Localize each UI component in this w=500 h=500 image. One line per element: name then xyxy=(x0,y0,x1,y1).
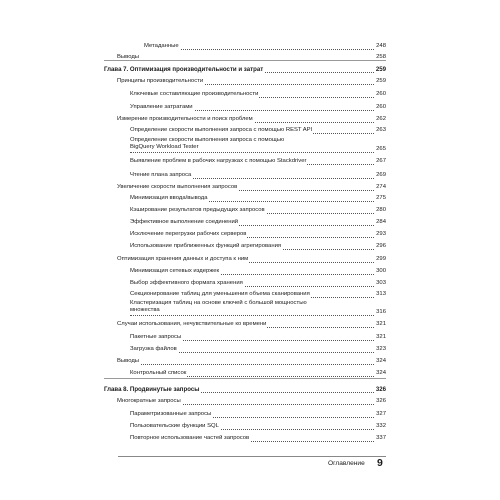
toc-entry-title: Глава 8. Продвинутые запросы xyxy=(104,383,200,396)
toc-entry-page: 316 xyxy=(375,306,386,319)
toc-entry-page: 269 xyxy=(375,169,386,182)
toc-entry-title: Выводы xyxy=(117,51,140,64)
chapter-divider xyxy=(104,60,386,61)
toc-entry-title: Принципы производительности xyxy=(117,75,204,88)
toc-entry-page: 262 xyxy=(375,113,386,126)
toc-entry-title: Пакетные запросы xyxy=(130,331,182,344)
toc-entry-page: 267 xyxy=(375,155,386,168)
toc-entry-title: Кластеризация таблиц на основе ключей с большой мощностью множества xyxy=(130,300,307,314)
toc-entry-title: Минимизация ввода/вывода xyxy=(130,192,209,205)
toc-entry-title: Кэширование результатов предыдущих запросов xyxy=(130,204,266,217)
toc-entry-page: 259 xyxy=(375,75,386,88)
toc-entry-page: 323 xyxy=(375,343,386,356)
toc-entry-page: 303 xyxy=(375,277,386,290)
toc-entry-title: Минимизация сетевых издержек xyxy=(130,265,220,278)
toc-entry-title: Многократные запросы xyxy=(117,395,182,408)
toc-entry-page: 275 xyxy=(375,192,386,205)
toc-entry xyxy=(117,75,386,88)
toc-leader-dots xyxy=(130,315,386,316)
toc-entry xyxy=(117,395,386,408)
toc-entry-page: 293 xyxy=(375,228,386,241)
toc-entry xyxy=(130,124,386,137)
toc-entry-page: 321 xyxy=(375,331,386,344)
toc-entry-title: Повторное использование частей запросов xyxy=(130,432,250,445)
toc-entry-page: 327 xyxy=(375,408,386,421)
toc-entry-title: Определение скорости выполнения запроса с помощью REST API xyxy=(130,124,313,137)
toc-leader-dots xyxy=(144,49,386,50)
toc-entry-page: 265 xyxy=(375,143,386,156)
toc-entry xyxy=(130,432,386,445)
toc-entry-title: Случаи использования, нечувствительные ко времени xyxy=(117,318,267,331)
toc-entry-title: Секционирование таблиц для уменьшения объема сканирования xyxy=(130,288,311,301)
toc-entry-title: Контрольный список xyxy=(130,367,187,380)
toc-entry-title: Пользовательские функции SQL xyxy=(130,420,220,433)
toc-entry-title: Чтение плана запроса xyxy=(130,169,192,182)
toc-entry-title: Управление затратами xyxy=(130,101,194,114)
toc-entry-title: Оптимизация хранения данных и доступа к ним xyxy=(117,253,249,266)
toc-entry-page: 263 xyxy=(375,124,386,137)
toc-entry-page: 284 xyxy=(375,216,386,229)
toc-entry-page: 324 xyxy=(375,367,386,380)
toc-entry-title: Выявление проблем в рабочих нагрузках с помощью Stackdriver xyxy=(130,155,307,168)
toc-entry-title: Загрузка файлов xyxy=(130,343,178,356)
toc-entry-title: Выводы xyxy=(117,355,140,368)
toc-leader-dots xyxy=(117,364,386,365)
toc-entry-page: 313 xyxy=(375,288,386,301)
toc-entry-page: 326 xyxy=(375,395,386,408)
toc-entry-page: 326 xyxy=(375,383,386,396)
toc-entry-page: 299 xyxy=(375,253,386,266)
toc-entry-title: Эффективное выполнение соединений xyxy=(130,216,239,229)
footer-page-number: 9 xyxy=(377,457,383,469)
toc-entry-title: Увеличение скорости выполнения запросов xyxy=(117,181,238,194)
toc-entry xyxy=(130,155,386,168)
toc-entry-page: 248 xyxy=(375,40,386,53)
toc-entry-page: 280 xyxy=(375,204,386,217)
toc-entry xyxy=(130,138,386,151)
toc-entry-title: Выбор эффективного формата хранения xyxy=(130,277,244,290)
toc-entry xyxy=(117,318,386,331)
toc-entry xyxy=(130,301,386,314)
toc-entry xyxy=(130,88,386,101)
toc-entry-page: 337 xyxy=(375,432,386,445)
toc-entry-title: Параметризованные запросы xyxy=(130,408,212,421)
toc-entry-page: 321 xyxy=(375,318,386,331)
toc-leader-dots xyxy=(130,152,386,153)
toc-entry-title: Исключение перегрузки рабочих серверов xyxy=(130,228,247,241)
toc-entry-title: Измерение производительности и поиск проблем xyxy=(117,113,254,126)
toc-entry-page: 324 xyxy=(375,355,386,368)
chapter-divider xyxy=(104,378,386,379)
toc-entry-page: 300 xyxy=(375,265,386,278)
footer-section-label: Оглавление xyxy=(328,460,365,467)
toc-entry-page: 259 xyxy=(375,63,386,76)
toc-entry-page: 260 xyxy=(375,88,386,101)
footer-divider xyxy=(118,456,386,457)
toc-entry xyxy=(130,240,386,253)
toc-entry-page: 332 xyxy=(375,420,386,433)
toc-entry-page: 296 xyxy=(375,240,386,253)
toc-entry-title: Ключевые составляющие производительности xyxy=(130,88,259,101)
toc-entry-title: Метаданные xyxy=(144,40,180,53)
toc-entry-page: 258 xyxy=(375,51,386,64)
toc-entry-title: Определение скорости выполнения запроса с помощью BigQuery Workload Tester xyxy=(130,137,285,151)
toc-entry-title: Использование приближенных функций агрегирования xyxy=(130,240,282,253)
toc-entry-page: 260 xyxy=(375,101,386,114)
toc-entry-page: 274 xyxy=(375,181,386,194)
toc-entry-title: Глава 7. Оптимизация производительности и затрат xyxy=(104,63,264,76)
